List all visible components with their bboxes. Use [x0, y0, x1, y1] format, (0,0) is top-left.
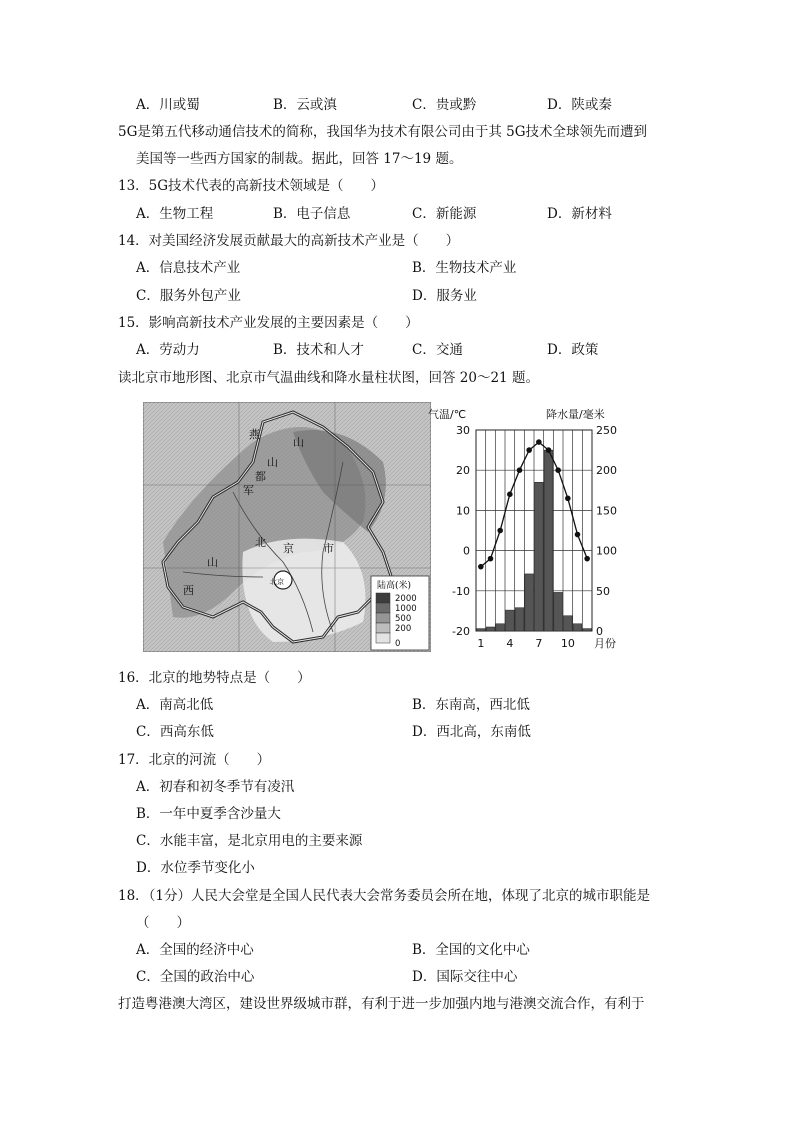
legend-level: 1000 [395, 604, 417, 614]
precip-bar [486, 627, 495, 631]
map-legend [371, 576, 429, 650]
q16-stem: 16．北京的地势特点是（ ） [118, 670, 311, 686]
temperature-point [497, 528, 503, 534]
q16-option-d: D．西北高，东南低 [412, 724, 531, 740]
q17-option-b: B．一年中夏季含沙量大 [136, 806, 281, 822]
y-right-tick: 250 [596, 424, 617, 437]
temperature-point [488, 556, 494, 562]
y-right-tick: 200 [596, 464, 617, 478]
y-left-tick: 20 [456, 464, 470, 478]
q14-option-a: A．信息技术产业 [136, 260, 241, 276]
q14-option-b: B．生物技术产业 [412, 260, 517, 276]
x-axis-label: 月份 [594, 637, 616, 650]
legend-swatch [376, 613, 390, 623]
legend-swatch [376, 593, 390, 603]
beijing-climate-chart [428, 402, 624, 652]
map-label: 北京 [270, 578, 284, 586]
q18-option-d: D．国际交往中心 [412, 969, 518, 985]
q18-option-a: A．全国的经济中心 [136, 942, 254, 958]
q16-option-c: C．西高东低 [136, 724, 214, 740]
q13-option-c: C．新能源 [412, 206, 477, 222]
chart-ylabel-left: 气温/℃ [428, 408, 467, 421]
map-label: 京 [283, 542, 294, 555]
q17-option-d: D．水位季节变化小 [136, 860, 255, 876]
temperature-point [507, 492, 513, 498]
q14-stem: 14．对美国经济发展贡献最大的高新技术产业是（ ） [118, 233, 460, 249]
precip-bar [573, 624, 582, 631]
y-left-tick: -20 [452, 625, 470, 638]
y-right-tick: 0 [596, 625, 603, 638]
intro-5g-line2: 美国等一些西方国家的制裁。据此，回答 17～19 题。 [136, 151, 463, 167]
precip-bar [477, 629, 486, 631]
chart-ylabel-right: 降水量/毫米 [546, 408, 605, 421]
q13-option-d: D．新材料 [547, 206, 612, 222]
precip-bar [525, 574, 534, 631]
temperature-point [536, 439, 542, 445]
x-tick: 4 [506, 637, 514, 650]
q18-stem-cont: （ ） [136, 915, 190, 931]
y-left-tick: -10 [452, 584, 470, 598]
precip-bar [554, 592, 563, 631]
intro-5g-line1: 5G是第五代移动通信技术的简称，我国华为技术有限公司由于其 5G技术全球领先而遭到 [118, 124, 648, 140]
legend-swatch [376, 603, 390, 613]
map-label: 军 [243, 484, 254, 497]
q15-option-d: D．政策 [547, 342, 599, 358]
y-left-tick: 0 [463, 544, 470, 558]
q18-option-c: C．全国的政治中心 [136, 969, 255, 985]
temperature-point [546, 447, 552, 453]
q14-option-c: C．服务外包产业 [136, 288, 241, 304]
precip-bar [535, 482, 544, 631]
q15-option-c: C．交通 [412, 342, 463, 358]
q15-option-b: B．技术和人才 [273, 342, 364, 358]
map-label: 燕 [249, 428, 260, 441]
precip-bar [496, 624, 505, 631]
precip-bar [544, 450, 553, 631]
map-label: 西 [183, 584, 194, 597]
precip-bar [506, 610, 515, 631]
temperature-point [555, 467, 561, 473]
legend-level: 2000 [395, 594, 417, 604]
map-label: 山 [207, 556, 218, 569]
legend-swatch [376, 633, 390, 643]
q13-stem: 13．5G技术代表的高新技术领域是（ ） [118, 178, 385, 194]
map-label: 山 [267, 456, 278, 469]
temperature-point [575, 532, 581, 538]
q17-option-a: A．初春和初冬季节有凌汛 [136, 779, 295, 795]
precip-bar [515, 608, 524, 631]
x-tick: 10 [560, 637, 575, 650]
intro-beijing: 读北京市地形图、北京市气温曲线和降水量柱状图，回答 20～21 题。 [118, 370, 539, 386]
option-d: D．陕或秦 [547, 97, 612, 113]
y-right-tick: 50 [596, 584, 610, 598]
precip-bar [564, 616, 573, 631]
temperature-point [584, 556, 590, 562]
map-label: 山 [293, 436, 304, 449]
option-b: B．云或滇 [273, 97, 337, 113]
intro-gba: 打造粤港澳大湾区，建设世界级城市群，有利于进一步加强内地与港澳交流合作，有利于 [118, 996, 645, 1012]
q18-stem: 18．（1分）人民大会堂是全国人民代表大会常务委员会所在地，体现了北京的城市职能是 [118, 888, 651, 904]
precip-bar [583, 629, 592, 631]
temperature-point [517, 467, 523, 473]
option-c: C．贵或黔 [412, 97, 477, 113]
y-right-tick: 150 [596, 504, 617, 518]
temperature-point [478, 564, 484, 570]
legend-level: 500 [395, 614, 412, 624]
legend-title: 陆高(米) [377, 581, 412, 591]
q15-stem: 15．影响高新技术产业发展的主要因素是（ ） [118, 315, 419, 331]
y-right-tick: 100 [596, 544, 617, 558]
y-left-tick: 30 [456, 424, 470, 437]
x-tick: 1 [477, 637, 485, 650]
legend-level: 0 [395, 639, 401, 649]
map-label: 北 [255, 536, 266, 549]
option-a: A．川或蜀 [136, 97, 200, 113]
map-label: 市 [323, 542, 334, 555]
x-tick: 7 [535, 637, 543, 650]
beijing-topographic-map [143, 402, 431, 652]
q18-option-b: B．全国的文化中心 [412, 942, 530, 958]
temperature-point [565, 496, 571, 502]
legend-level: 200 [395, 624, 412, 634]
q16-option-a: A．南高北低 [136, 697, 214, 713]
temperature-point [526, 447, 532, 453]
q16-option-b: B．东南高，西北低 [412, 697, 530, 713]
q17-option-c: C．水能丰富，是北京用电的主要来源 [136, 833, 363, 849]
q15-option-a: A．劳动力 [136, 342, 200, 358]
q13-option-a: A．生物工程 [136, 206, 214, 222]
q13-option-b: B．电子信息 [273, 206, 351, 222]
q14-option-d: D．服务业 [412, 288, 477, 304]
q17-stem: 17．北京的河流（ ） [118, 752, 271, 768]
y-left-tick: 10 [456, 504, 470, 518]
legend-swatch [376, 623, 390, 633]
map-label: 都 [255, 470, 266, 483]
